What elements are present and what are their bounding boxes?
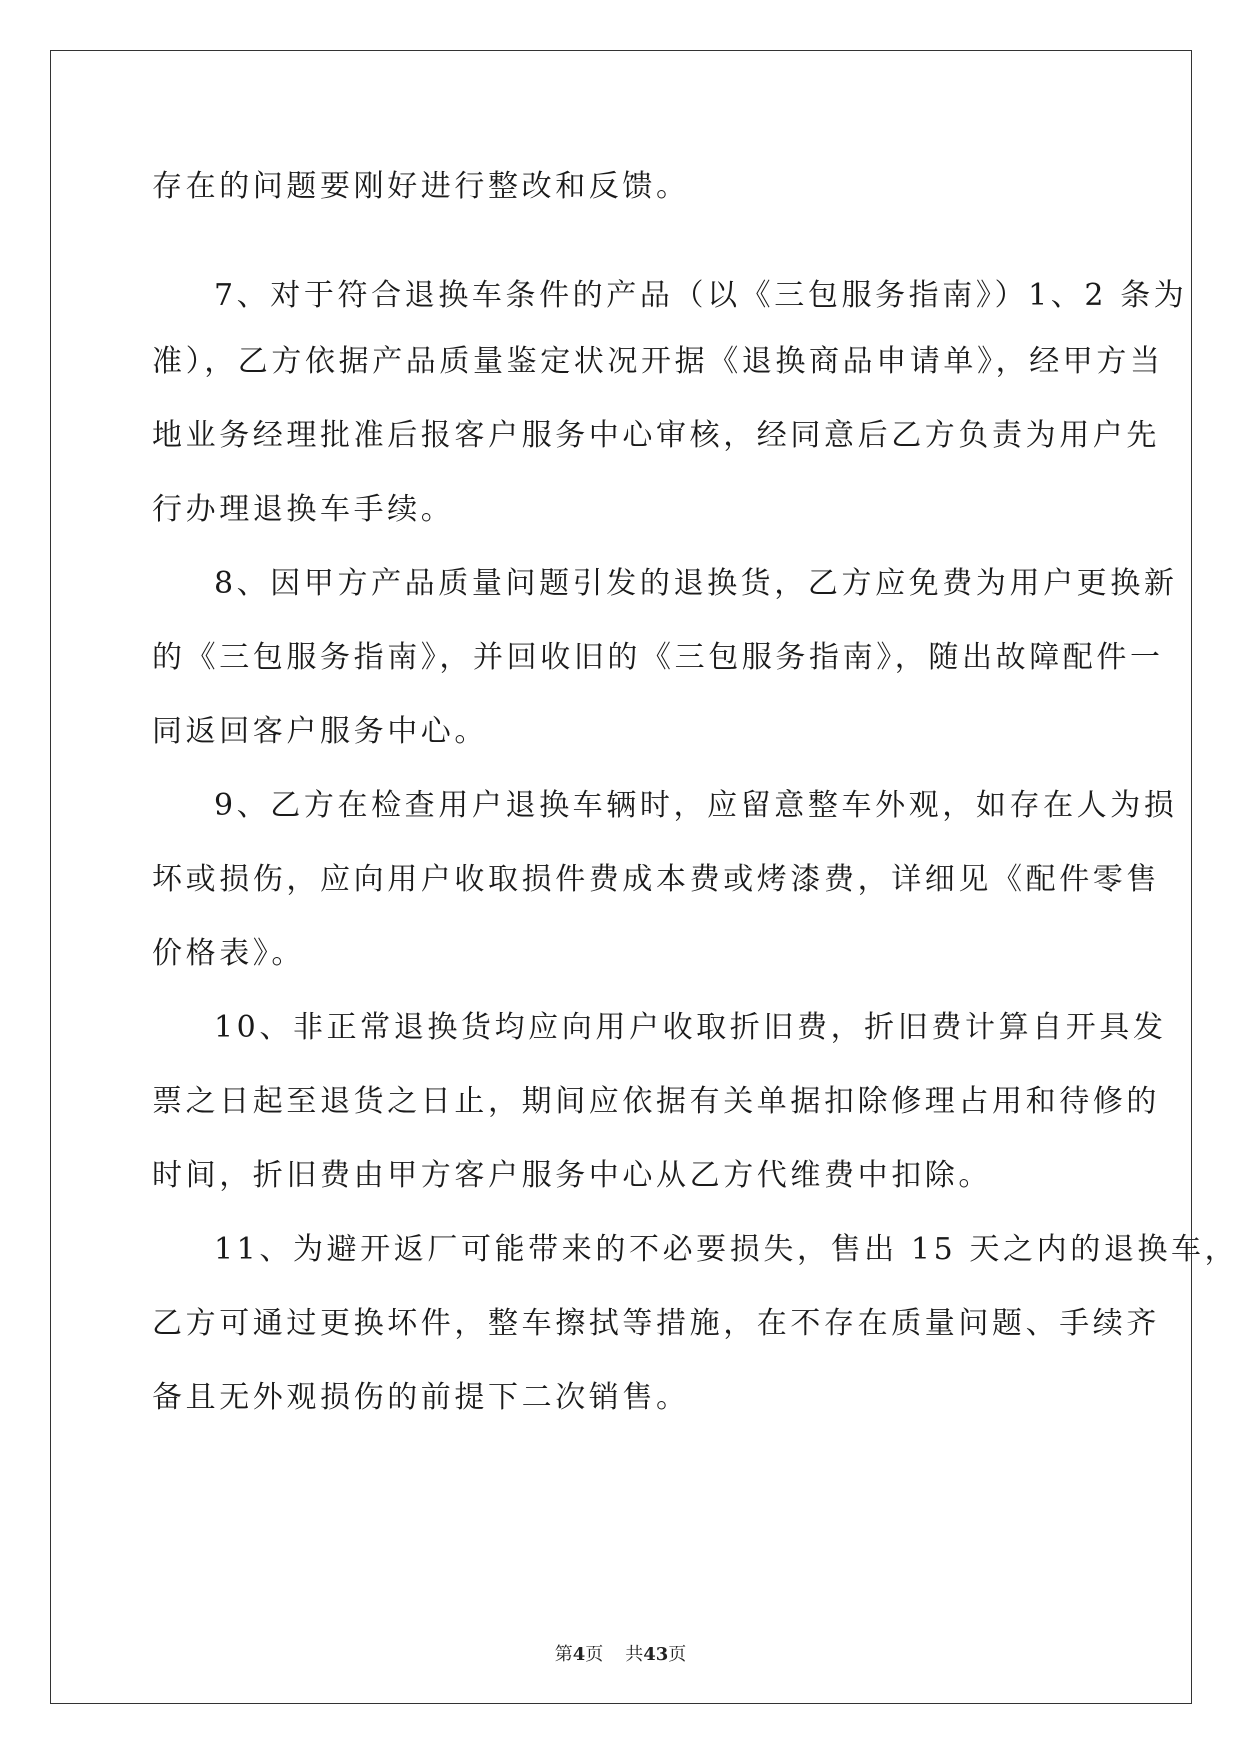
paragraph-8-line-3: 同返回客户服务中心。 [152, 714, 488, 749]
total-prefix: 共 [625, 1644, 644, 1665]
paragraph-7-line-4: 行办理退换车手续。 [152, 492, 455, 527]
total-suffix: 页 [668, 1644, 687, 1665]
paragraph-7-line-3: 地业务经理批准后报客户服务中心审核，经同意后乙方负责为用户先 [152, 418, 1160, 453]
total-pages: 43 [643, 1644, 669, 1665]
paragraph-9-line-2: 坏或损伤，应向用户收取损件费成本费或烤漆费，详细见《配件零售 [152, 862, 1160, 897]
paragraph-11-line-2: 乙方可通过更换坏件，整车擦拭等措施，在不存在质量问题、手续齐 [152, 1306, 1160, 1341]
page-footer [0, 1640, 1241, 1666]
paragraph-8-line-1: 8、因甲方产品质量问题引发的退换货，乙方应免费为用户更换新 [214, 566, 1178, 601]
paragraph-7-line-2: 准），乙方依据产品质量鉴定状况开据《退换商品申请单》，经甲方当 [152, 344, 1164, 379]
paragraph-9-line-1: 9、乙方在检查用户退换车辆时，应留意整车外观，如存在人为损 [214, 788, 1178, 823]
paragraph-10-line-1: 10、非正常退换货均应向用户收取折旧费，折旧费计算自开具发 [214, 1010, 1167, 1045]
paragraph-10-line-3: 时间，折旧费由甲方客户服务中心从乙方代维费中扣除。 [152, 1158, 992, 1193]
paragraph-11-line-3: 备且无外观损伤的前提下二次销售。 [152, 1380, 690, 1415]
text-line: 存在的问题要刚好进行整改和反馈。 [152, 169, 690, 204]
page-number: 4 [572, 1644, 586, 1665]
paragraph-11-line-1: 11、为避开返厂可能带来的不必要损失，售出 15 天之内的退换车， [214, 1232, 1239, 1267]
paragraph-8-line-2: 的《三包服务指南》，并回收旧的《三包服务指南》，随出故障配件一 [152, 640, 1164, 675]
page-prefix: 第 [554, 1644, 573, 1665]
paragraph-7-line-1: 7、对于符合退换车条件的产品（以《三包服务指南》）1、2 条为 [214, 278, 1188, 313]
paragraph-10-line-2: 票之日起至退货之日止，期间应依据有关单据扣除修理占用和待修的 [152, 1084, 1160, 1119]
document-body [152, 160, 1239, 1425]
page-suffix: 页 [585, 1644, 604, 1665]
paragraph-9-line-3: 价格表》。 [152, 936, 305, 971]
